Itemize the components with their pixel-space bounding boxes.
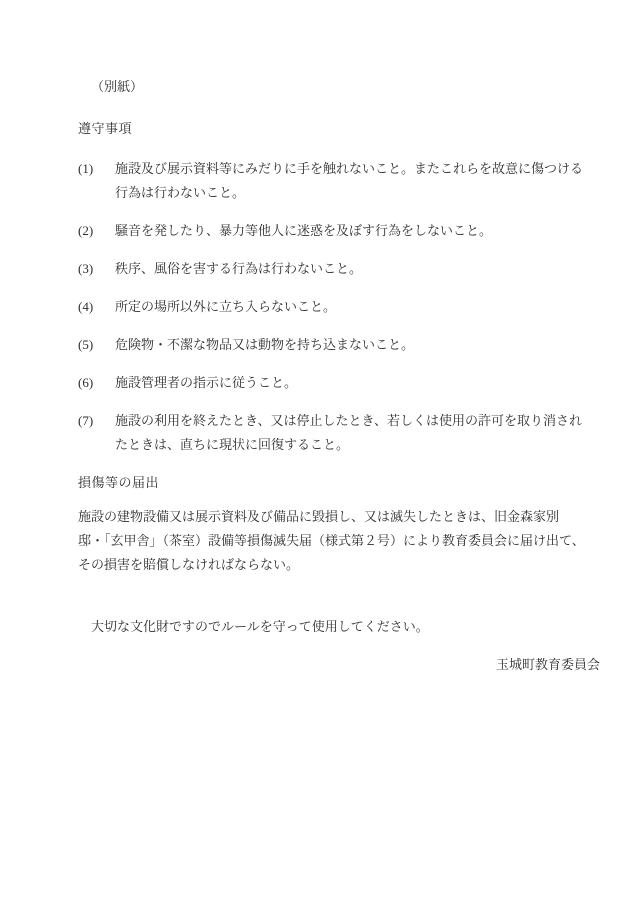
rule-number: (7) (78, 413, 94, 428)
rule-item (78, 409, 585, 457)
rule-number: (5) (78, 337, 94, 352)
rule-item (78, 295, 585, 319)
rule-text: 施設管理者の指示に従うこと。 (115, 375, 298, 390)
attachment-label: （別紙） (91, 79, 144, 94)
section-title-damage-report: 損傷等の届出 (78, 475, 160, 490)
rule-item (78, 371, 585, 395)
rule-number: (2) (78, 223, 94, 238)
rule-item (78, 157, 585, 205)
rule-number: (3) (78, 261, 94, 276)
closing-note: 大切な文化財ですのでルールを守って使用してください。 (91, 619, 429, 634)
rule-text: 施設の利用を終えたとき、又は停止したとき、若しくは使用の許可を取り消されたときは、直ちに現状に回復すること。 (115, 413, 582, 452)
rule-text: 秩序、風俗を害する行為は行わないこと。 (115, 261, 363, 276)
rule-number: (4) (78, 299, 94, 314)
rule-text: 騒音を発したり、暴力等他人に迷惑を及ぼす行為をしないこと。 (115, 223, 493, 238)
rule-item (78, 257, 585, 281)
rule-number: (1) (78, 161, 94, 176)
rule-item (78, 333, 585, 357)
section-title-rules: 遵守事項 (78, 121, 133, 136)
rule-text: 危険物・不潔な物品又は動物を持ち込まないこと。 (115, 337, 415, 352)
rule-text: 施設及び展示資料等にみだりに手を触れないこと。またこれらを故意に傷つける行為は行わないこと。 (115, 161, 584, 200)
signature-organization: 玉城町教育委員会 (495, 657, 600, 672)
rule-item (78, 219, 585, 243)
rules-list (78, 157, 585, 457)
damage-report-paragraph: 施設の建物設備又は展示資料及び備品に毀損し、又は滅失したときは、旧金森家別邸・「玄甲舎」（茶室）設備等損傷滅失届（様式第２号）により教育委員会に届け出て、その損害を賠償しなければならない。 (78, 509, 585, 572)
rule-text: 所定の場所以外に立ち入らないこと。 (115, 299, 337, 314)
rule-number: (6) (78, 375, 94, 390)
